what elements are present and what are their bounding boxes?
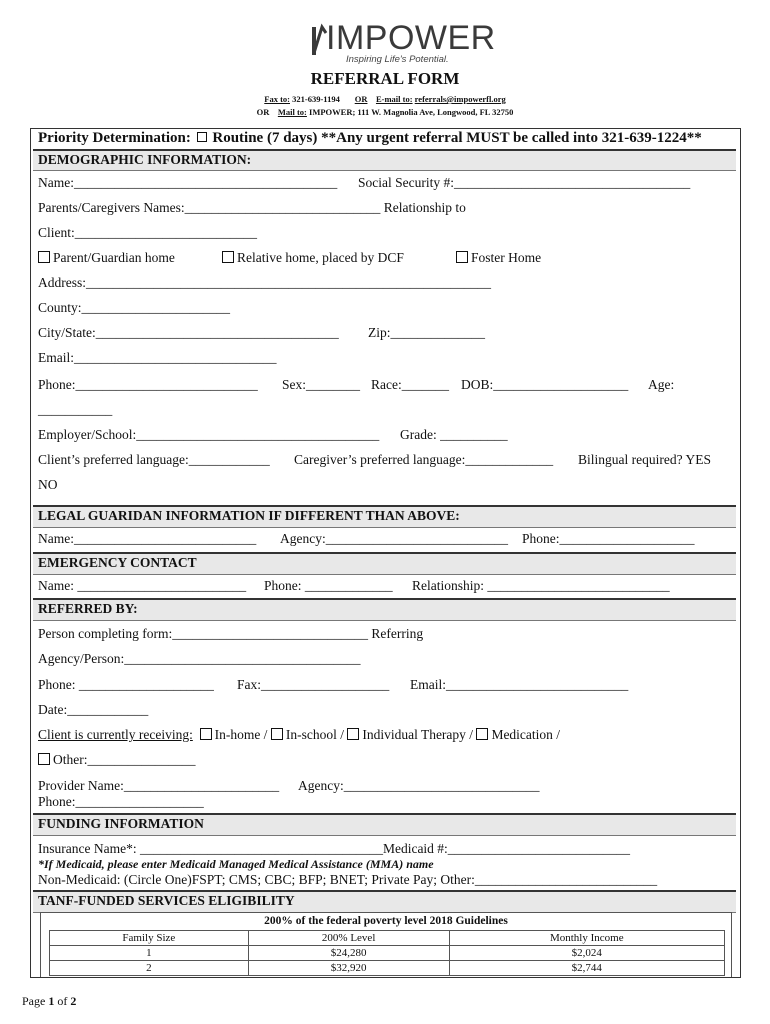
guardian-phone-field[interactable]: Phone:____________________ [522, 531, 695, 546]
other-field[interactable]: Other:________________ [53, 752, 196, 767]
section-title: LEGAL GUARIDAN INFORMATION IF DIFFERENT THAN ABOVE: [38, 508, 460, 523]
placement-option-parent[interactable] [38, 250, 175, 266]
age-field[interactable]: ___________ [38, 402, 113, 417]
client-name-field[interactable]: Name:_______________________________________ [38, 175, 338, 190]
receiving-label: Client is currently receiving: [38, 727, 193, 742]
option-label: Foster Home [471, 250, 542, 265]
table-title: 200% of the federal poverty level 2018 Guidelines [264, 915, 508, 927]
routine-text: Routine (7 days) **Any urgent referral MUST be called into 321-639-1224** [212, 130, 702, 146]
page-total: 2 [70, 994, 77, 1008]
priority-label: Priority Determination: [38, 130, 191, 146]
individual-therapy-checkbox[interactable] [347, 728, 359, 740]
form-title: REFERRAL FORM [310, 69, 460, 88]
employer-school-field[interactable]: Employer/School:____________________________________ [38, 427, 380, 442]
parents-names-field[interactable]: Parents/Caregivers Names:_____________________________ Relationship to [38, 200, 466, 215]
sex-field[interactable]: Sex:________ [282, 377, 361, 392]
insurance-field[interactable]: Insurance Name*: ____________________________________Medicaid #:___________________________ [38, 841, 631, 856]
client-language-field[interactable]: Client’s preferred language:____________ [38, 452, 270, 467]
phone-field[interactable]: Phone:___________________________ [38, 377, 258, 392]
email-link[interactable]: referrals@impowerfl.org [414, 94, 506, 104]
provider-name-field[interactable]: Provider Name:_______________________ [38, 778, 280, 793]
section-guardian [33, 505, 736, 528]
page-number [22, 994, 76, 1009]
option-label: Relative home, placed by DCF [237, 250, 404, 265]
column-header: Family Size [50, 931, 249, 946]
non-medicaid-field[interactable]: Non-Medicaid: (Circle One)FSPT; CMS; CBC; BFP; BNET; Private Pay; Other:___________________________ [38, 872, 658, 887]
section-demographic [33, 149, 736, 171]
referrer-phone-field[interactable]: Phone: ____________________ [38, 677, 214, 692]
section-title: TANF-FUNDED SERVICES ELIGIBILITY [38, 893, 295, 908]
county-field[interactable]: County:______________________ [38, 300, 231, 315]
column-header: 200% Level [248, 931, 449, 946]
section-title: EMERGENCY CONTACT [38, 555, 197, 570]
page-label: Page [22, 994, 46, 1008]
other-service-row [38, 752, 196, 768]
section-emergency [33, 552, 736, 575]
contact-line-1 [0, 94, 770, 104]
or-label-2: OR [256, 107, 270, 117]
services-receiving-row [38, 727, 560, 743]
foster-home-checkbox[interactable] [456, 251, 468, 263]
grade-field[interactable]: Grade: __________ [400, 427, 508, 442]
routine-checkbox[interactable] [197, 132, 207, 142]
section-title: REFERRED BY: [38, 601, 138, 616]
or-label: OR [354, 94, 368, 104]
column-header: Monthly Income [449, 931, 724, 946]
section-referred-by [33, 598, 736, 621]
race-field[interactable]: Race:_______ [371, 377, 449, 392]
inhome-label: In-home / [214, 727, 268, 742]
placement-option-foster[interactable] [456, 250, 541, 266]
guardian-name-field[interactable]: Name:___________________________ [38, 531, 257, 546]
medication-label: Medication / [491, 727, 561, 742]
inschool-checkbox[interactable] [271, 728, 283, 740]
guardian-agency-field[interactable]: Agency:___________________________ [280, 531, 508, 546]
logo-tagline: Inspiring Life's Potential. [346, 54, 449, 65]
provider-phone-field[interactable]: Phone:___________________ [38, 794, 204, 809]
city-state-field[interactable]: City/State:____________________________________ [38, 325, 339, 340]
table-row [50, 961, 725, 976]
parent-home-checkbox[interactable] [38, 251, 50, 263]
ssn-field[interactable]: Social Security #:___________________________________ [358, 175, 691, 190]
emergency-phone-field[interactable]: Phone: _____________ [264, 578, 393, 593]
referral-date-field[interactable]: Date:____________ [38, 702, 149, 717]
mail-address: IMPOWER; 111 W. Magnolia Ave, Longwood, FL 32750 [309, 107, 514, 117]
referrer-email-field[interactable]: Email:___________________________ [410, 677, 629, 692]
poverty-level-table [40, 912, 732, 977]
fax-label: Fax to: [264, 94, 290, 104]
bilingual-yes-option[interactable]: Bilingual required? YES [578, 452, 711, 467]
table-cell: 1 [50, 946, 249, 961]
medicaid-note: *If Medicaid, please enter Medicaid Managed Medical Assistance (MMA) name [38, 857, 434, 871]
table-cell: $2,744 [449, 961, 724, 976]
emergency-relationship-field[interactable]: Relationship: ___________________________ [412, 578, 670, 593]
table-cell: $32,920 [248, 961, 449, 976]
placement-option-relative[interactable] [222, 250, 404, 266]
mail-label: Mail to: [277, 107, 307, 117]
table-header-row [50, 931, 725, 946]
inhome-checkbox[interactable] [200, 728, 212, 740]
referrer-fax-field[interactable]: Fax:___________________ [237, 677, 390, 692]
poverty-table [49, 930, 725, 976]
impower-logo [310, 18, 496, 66]
table-cell: 2 [50, 961, 249, 976]
page-current: 1 [48, 994, 55, 1008]
relationship-client-field[interactable]: Client:___________________________ [38, 225, 257, 240]
logo-text: IMPOWER [326, 19, 496, 57]
page-of: of [57, 994, 68, 1008]
relative-home-checkbox[interactable] [222, 251, 234, 263]
fax-number: 321-639-1194 [292, 94, 340, 104]
zip-field[interactable]: Zip:______________ [368, 325, 485, 340]
email-field[interactable]: Email:______________________________ [38, 350, 277, 365]
table-row [50, 946, 725, 961]
other-checkbox[interactable] [38, 753, 50, 765]
address-field[interactable]: Address:____________________________________________________________ [38, 275, 491, 290]
contact-line-2 [0, 107, 770, 117]
section-title: FUNDING INFORMATION [38, 816, 204, 831]
dob-field[interactable]: DOB:____________________ [461, 377, 629, 392]
priority-row [38, 130, 702, 147]
section-title: DEMOGRAPHIC INFORMATION: [38, 152, 252, 167]
email-label: E-mail to: [375, 94, 413, 104]
bilingual-no-option[interactable]: NO [38, 477, 58, 492]
table-cell: $2,024 [449, 946, 724, 961]
individual-label: Individual Therapy / [362, 727, 474, 742]
medication-checkbox[interactable] [476, 728, 488, 740]
provider-agency-field[interactable]: Agency:_____________________________ [298, 778, 540, 793]
emergency-name-field[interactable]: Name: _________________________ [38, 578, 247, 593]
table-cell: $24,280 [248, 946, 449, 961]
age-label: Age: [648, 377, 675, 392]
person-completing-field[interactable]: Person completing form:_____________________________ Referring [38, 626, 424, 641]
referring-agency-field[interactable]: Agency/Person:___________________________________ [38, 651, 361, 666]
option-label: Parent/Guardian home [53, 250, 175, 265]
section-tanf [33, 890, 736, 913]
section-funding [33, 813, 736, 836]
inschool-label: In-school / [285, 727, 344, 742]
caregiver-language-field[interactable]: Caregiver’s preferred language:_____________ [294, 452, 554, 467]
